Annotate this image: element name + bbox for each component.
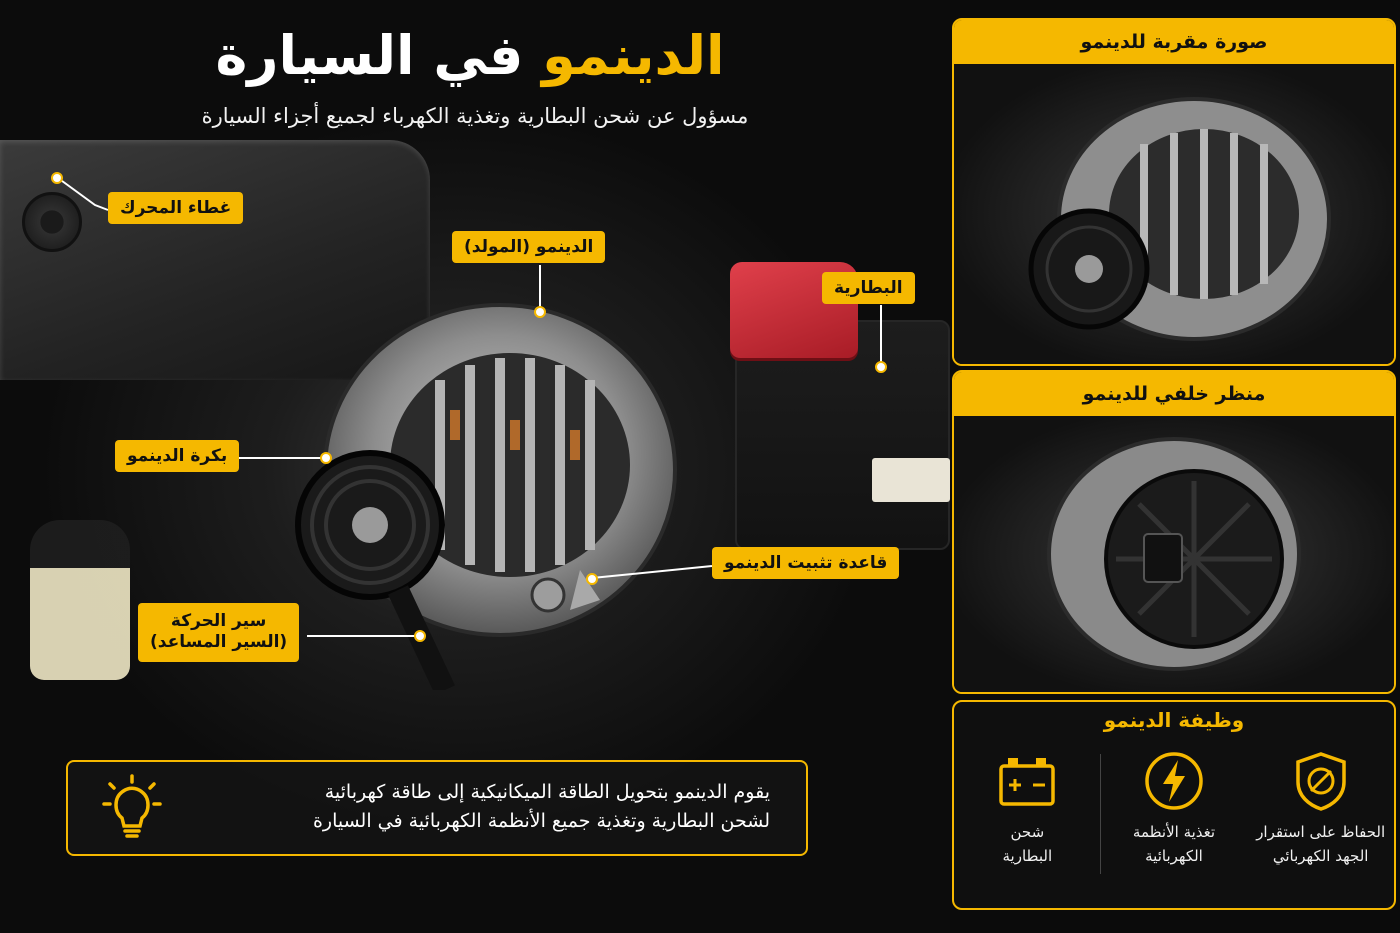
callout-engine-cover: غطاء المحرك xyxy=(108,192,243,224)
info-line-2: لشحن البطارية وتغذية جميع الأنظمة الكهربائية في السيارة xyxy=(312,809,770,832)
closeup-panel-title: صورة مقربة للدينمو xyxy=(954,20,1394,64)
callout-belt xyxy=(138,603,299,662)
battery-icon xyxy=(996,750,1058,812)
function-item-electrical xyxy=(1101,750,1248,868)
function-label-electrical xyxy=(1133,820,1215,868)
function-item-battery xyxy=(954,750,1101,868)
closeup-image xyxy=(954,64,1394,364)
function-label-battery-line2: البطارية xyxy=(1002,847,1053,865)
function-label-electrical-line1: تغذية الأنظمة xyxy=(1132,823,1216,841)
belt-marker xyxy=(414,630,426,642)
closeup-panel xyxy=(952,18,1396,366)
alternator-rear-image xyxy=(994,419,1354,689)
lightning-icon xyxy=(1143,750,1205,812)
oil-cap xyxy=(22,192,82,252)
function-label-electrical-line2: الكهربائية xyxy=(1145,847,1203,865)
alternator-marker xyxy=(534,306,546,318)
callout-alternator: الدينمو (المولد) xyxy=(452,231,605,263)
function-panel xyxy=(952,700,1396,910)
function-label-voltage xyxy=(1256,820,1385,868)
rear-image xyxy=(954,416,1394,692)
voltage-stability-icon xyxy=(1290,750,1352,812)
lightbulb-icon xyxy=(96,774,168,846)
function-item-voltage xyxy=(1247,750,1394,868)
callout-pulley: بكرة الدينمو xyxy=(115,440,239,472)
rear-panel xyxy=(952,370,1396,694)
pulley-marker xyxy=(320,452,332,464)
title-accent: الدينمو xyxy=(542,24,725,87)
battery-marker xyxy=(875,361,887,373)
function-grid xyxy=(954,750,1394,868)
function-label-voltage-line1: الحفاظ على استقرار xyxy=(1256,823,1386,841)
callout-belt-line1: سير الحركة xyxy=(170,611,267,631)
battery-warning-label xyxy=(872,458,950,502)
function-label-battery xyxy=(1003,820,1053,868)
function-panel-title: وظيفة الدينمو xyxy=(1103,708,1245,732)
page-subtitle: مسؤول عن شحن البطارية وتغذية الكهرباء لجميع أجزاء السيارة xyxy=(201,104,749,128)
info-text xyxy=(210,778,770,835)
alternator-illustration xyxy=(280,270,700,690)
alternator-closeup-image xyxy=(994,69,1354,359)
mount-marker xyxy=(586,573,598,585)
callout-mount: قاعدة تثبيت الدينمو xyxy=(712,547,899,579)
coolant-reservoir xyxy=(30,520,130,680)
rear-panel-title: منظر خلفي للدينمو xyxy=(954,372,1394,416)
function-label-battery-line1: شحن xyxy=(1010,823,1045,841)
page-title xyxy=(160,24,780,87)
function-label-voltage-line2: الجهد الكهربائي xyxy=(1272,847,1369,865)
title-rest: في السيارة xyxy=(215,24,524,87)
engine-cover-marker xyxy=(51,172,63,184)
callout-belt-line2: (السير المساعد) xyxy=(150,632,288,653)
callout-battery: البطارية xyxy=(822,272,915,304)
info-box xyxy=(66,760,808,856)
info-line-1: يقوم الدينمو بتحويل الطاقة الميكانيكية إلى طاقة كهربائية xyxy=(324,781,770,803)
